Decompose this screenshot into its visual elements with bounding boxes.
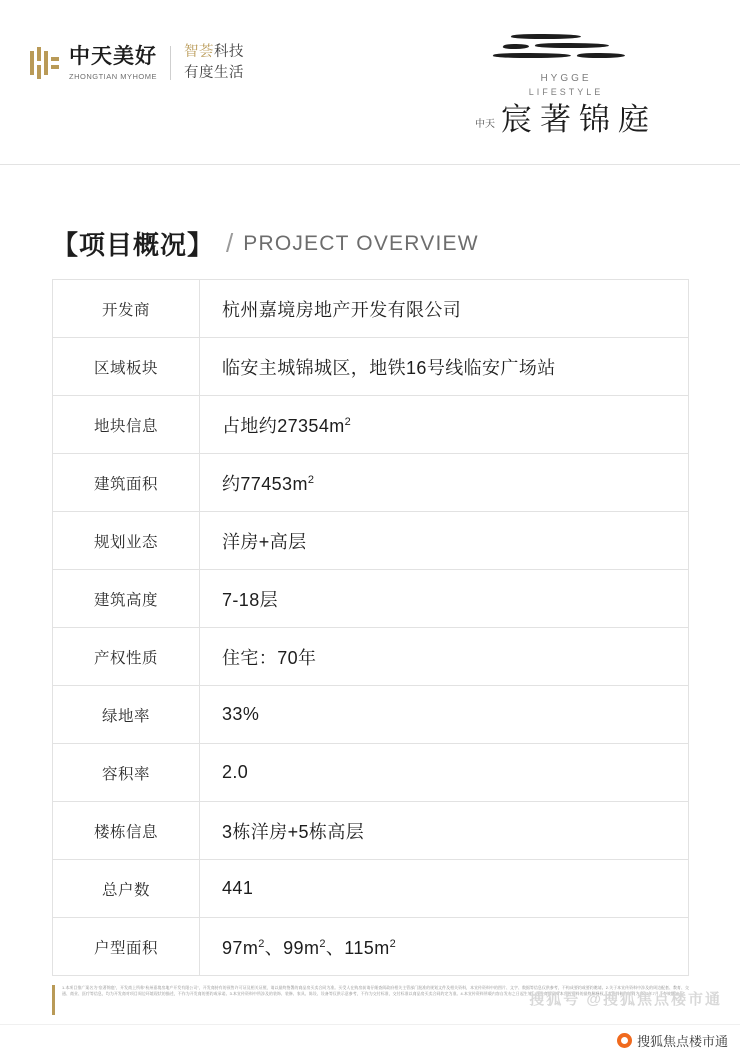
project-overview-table (52, 279, 689, 976)
row-label: 绿地率 (53, 686, 200, 744)
tagline-accent: 智荟 (184, 44, 214, 60)
developer-tagline (184, 42, 244, 84)
table-row (53, 280, 689, 338)
page-header (0, 0, 740, 165)
row-value: 441 (200, 860, 689, 918)
row-label: 地块信息 (53, 396, 200, 454)
project-title-wrap (416, 101, 716, 138)
bottom-watermark-bar (0, 1024, 740, 1055)
section-title (52, 225, 479, 262)
row-label: 建筑高度 (53, 570, 200, 628)
row-label: 容积率 (53, 744, 200, 802)
project-name: 宸著锦庭 (501, 101, 657, 138)
section-title-slash: / (226, 228, 234, 258)
table-row (53, 338, 689, 396)
row-label: 区域板块 (53, 338, 200, 396)
table-row (53, 686, 689, 744)
tagline-line-2: 有度生活 (184, 65, 244, 82)
table-row (53, 396, 689, 454)
row-value: 洋房+高层 (200, 512, 689, 570)
tagline-rest: 科技 (214, 44, 244, 60)
tagline-line-1 (184, 42, 244, 63)
table-row (53, 454, 689, 512)
row-value: 占地约$27354m^2$ (200, 396, 689, 454)
brand-divider (170, 46, 171, 80)
row-value: 临安主城锦城区，地铁16号线临安广场站 (200, 338, 689, 396)
row-value: 约$77453m^2$ (200, 454, 689, 512)
hygge-en-line-1: HYGGE (540, 73, 592, 84)
table-row (53, 918, 689, 976)
table-row (53, 744, 689, 802)
developer-name-en: ZHONGTIAN MYHOME (69, 71, 157, 81)
developer-brand (30, 42, 244, 84)
project-brand (416, 32, 716, 136)
row-label: 规划业态 (53, 512, 200, 570)
hygge-en-block (416, 72, 716, 98)
sohu-logo-icon (617, 1033, 632, 1048)
table-row (53, 802, 689, 860)
row-label: 产权性质 (53, 628, 200, 686)
hygge-en-line-2: LIFESTYLE (528, 86, 604, 97)
developer-name-cn: 中天美好 (69, 45, 157, 69)
row-value: 住宅：70年 (200, 628, 689, 686)
watermark-main: 搜狐号 @搜狐焦点楼市通 (529, 991, 722, 1008)
row-label: 总户数 (53, 860, 200, 918)
row-label: 楼栋信息 (53, 802, 200, 860)
row-value: 3栋洋房+5栋高层 (200, 802, 689, 860)
hygge-wave-icon (491, 32, 641, 68)
section-title-en: PROJECT OVERVIEW (243, 231, 479, 255)
header-divider (0, 164, 740, 165)
section-title-cn: 【项目概况】 (52, 230, 215, 260)
project-prefix: 中天 (475, 119, 495, 131)
table-row (53, 860, 689, 918)
row-label: 开发商 (53, 280, 200, 338)
sohu-watermark (617, 1031, 728, 1050)
sohu-watermark-label: 搜狐焦点楼市通 (636, 1034, 728, 1049)
table-body (53, 280, 689, 976)
row-value: 2.0 (200, 744, 689, 802)
row-value: 7-18层 (200, 570, 689, 628)
row-value: 33% (200, 686, 689, 744)
row-label: 户型面积 (53, 918, 200, 976)
table-row (53, 628, 689, 686)
disclaimer-accent-bar (52, 985, 55, 1015)
table-row (53, 570, 689, 628)
row-value: $97m^2$、$99m^2$、$115m^2$ (200, 918, 689, 976)
disclaimer-text: 1.本项目推广案名为“宸著锦庭”，开发商上所称“杭州嘉境房地产开发有限公司”，开发商持有的预售许可证及相关证照，请以最终签署的商品房买卖合同为准。买受人在购房前请仔细查阅政府相关主管部门批准的规划文件及相关资料，本宣传资料中的图片、文字、数据等信息仅供参考，不构成要约或要约邀请。2.关于本宣传资料中涉及的周边配套、教育、交通、商业、医疗等信息，均为开发商对项目周边环境现状的描述，不作为开发商的要约或承诺。3.本宣传资料中所涉及的装饰、装修、家具、陈设、设备等仅供示意参考，不作为交付标准，交付标准以商品房买卖合同约定为准。4.本宣传资料所载内容自发布之日起生效，开发商保留对本宣传资料的最终解释权。本资料制作时间为2023年7月，有效期30天。 (62, 985, 690, 997)
row-value: 杭州嘉境房地产开发有限公司 (200, 280, 689, 338)
developer-name-block (69, 45, 157, 80)
table-row (53, 512, 689, 570)
zhongtian-logo-icon (30, 47, 60, 79)
row-label: 建筑面积 (53, 454, 200, 512)
